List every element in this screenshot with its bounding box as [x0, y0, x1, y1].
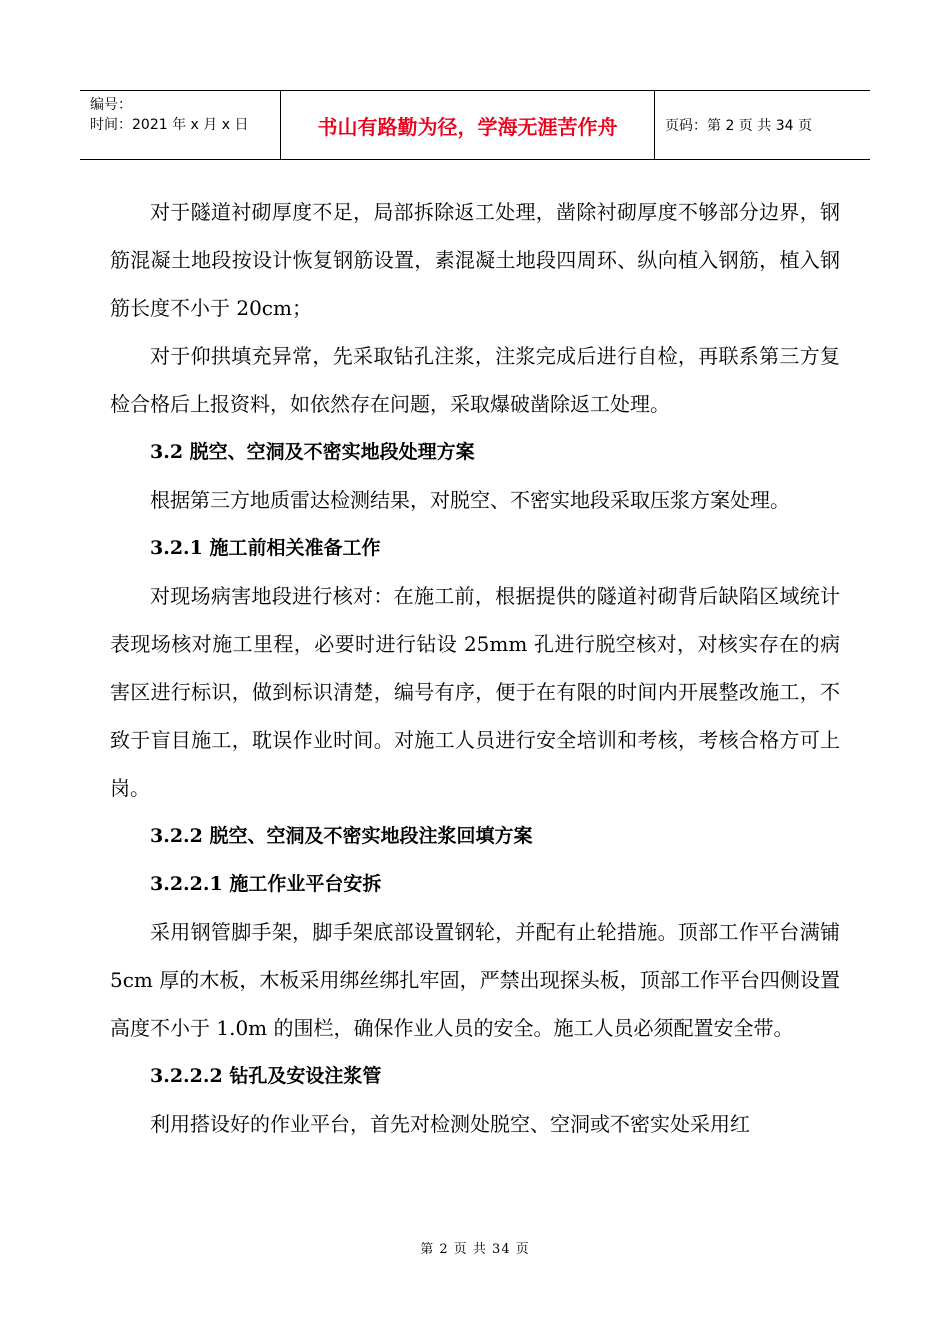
section-heading: 3.2 脱空、空洞及不密实地段处理方案: [150, 441, 475, 463]
header-motto: 书山有路勤为径，学海无涯苦作舟: [281, 91, 655, 159]
page-footer: 第 2 页 共 34 页: [420, 1242, 530, 1257]
paragraph: 对于隧道衬砌厚度不足，局部拆除返工处理，凿除衬砌厚度不够部分边界，钢筋混凝土地段按设计恢复钢筋设置，素混凝土地段四周环、纵向植入钢筋，植入钢筋长度不小于 20cm；: [110, 200, 840, 320]
section-heading: 3.2.1 施工前相关准备工作: [150, 537, 381, 559]
paragraph: 采用钢管脚手架，脚手架底部设置钢轮，并配有止轮措施。顶部工作平台满铺 5cm 厚的木板，木板采用绑丝绑扎牢固，严禁出现探头板，顶部工作平台四侧设置高度不小于 1.0m 的围栏，确保作业人员的安全。施工人员必须配置安全带。: [110, 920, 840, 1040]
paragraph: 利用搭设好的作业平台，首先对检测处脱空、空洞或不密实处采用红: [150, 1112, 750, 1136]
header-meta: [80, 91, 281, 159]
paragraph: 对现场病害地段进行核对：在施工前，根据提供的隧道衬砌背后缺陷区域统计表现场核对施工里程，必要时进行钻设 25mm 孔进行脱空核对，对核实存在的病害区进行标识，做到标识清楚，编号有序，便于在有限的时间内开展整改施工，不致于盲目施工，耽误作业时间。对施工人员进行安全培训和考核，考核合格方可上岗。: [110, 584, 840, 800]
document-body: [110, 188, 840, 1148]
page-header: [80, 90, 870, 160]
section-heading: 3.2.2.2 钻孔及安设注浆管: [150, 1065, 382, 1087]
header-page-info: 页码：第 2 页 共 34 页: [665, 118, 812, 134]
paragraph: 对于仰拱填充异常，先采取钻孔注浆，注浆完成后进行自检，再联系第三方复检合格后上报资料，如依然存在问题，采取爆破凿除返工处理。: [110, 344, 840, 416]
paragraph: 根据第三方地质雷达检测结果，对脱空、不密实地段采取压浆方案处理。: [150, 488, 790, 512]
document-date: 时间：2021 年 x 月 x 日: [90, 117, 249, 133]
section-heading: 3.2.2 脱空、空洞及不密实地段注浆回填方案: [150, 825, 533, 847]
section-heading: 3.2.2.1 施工作业平台安拆: [150, 873, 382, 895]
document-number-label: 编号：: [90, 97, 132, 113]
